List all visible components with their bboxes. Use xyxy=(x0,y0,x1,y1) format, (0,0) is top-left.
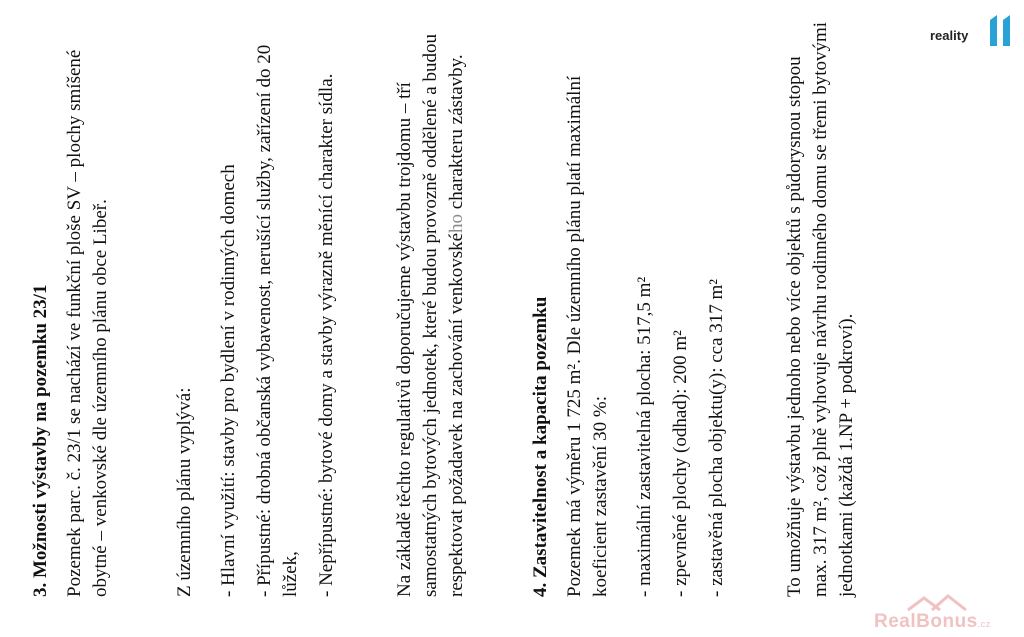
section-4-conclusion: To umožňuje výstavbu jednoho nebo více objektů s půdorysnou stopou max. 317 m², což plně vyhovuje návrhu rodinného domu se třemi bytovými jednotkami (každá 1.NP + podkroví). xyxy=(784,21,857,597)
realbonus-watermark xyxy=(874,593,1014,633)
section-4-intro: Pozemek má výměru 1 725 m². Dle územního plánu platí maximální koeficient zastavění 30 %: xyxy=(564,75,611,597)
recommendation-text: Na základě těchto regulativů doporučujeme výstavbu trojdomu – tří samostatných bytových jednotek, které budou provozně oddělené a budou respektovat požadavek na zachování venkovské xyxy=(394,34,467,597)
recommendation-paragraph xyxy=(392,17,470,597)
house-roof-icon xyxy=(904,593,974,611)
section-4-heading: 4. Zastavitelnost a kapacita pozemku xyxy=(530,296,551,597)
plan-bullet-list xyxy=(216,17,340,597)
section-3-heading: 3. Možnosti výstavby na pozemku 23/1 xyxy=(30,284,51,597)
bullet-paved-area: - zpevněné plochy (odhad): 200 m² xyxy=(670,330,691,597)
recommendation-faded-text: ho xyxy=(446,213,467,233)
bullet-built-area: - zastavěná plocha objektu(y): cca 317 m² xyxy=(706,278,727,597)
capacity-bullet-list xyxy=(632,17,730,597)
reality-logo-text: reality xyxy=(930,28,969,43)
reality-logo[interactable] xyxy=(930,8,1014,52)
document-content xyxy=(28,17,878,597)
bullet-max-area: - maximální zastavitelná plocha: 517,5 m² xyxy=(634,276,655,597)
reality-11-icon xyxy=(988,12,1014,48)
section-3-intro: Pozemek parc. č. 23/1 se nachází ve funkční ploše SV – plochy smíšené obytné – venkovské dle územního plánu obce Libeř. xyxy=(64,49,111,597)
bullet-not-permitted: - Nepřípustné: bytové domy a stavby výrazně měnící charakter sídla. xyxy=(316,73,337,597)
realbonus-text: RealBonus.cz xyxy=(874,611,991,632)
bullet-permitted: - Přípustné: drobná občanská vybavenost, nerušící služby, zařízení do 20 lůžek, xyxy=(254,44,301,597)
plan-intro: Z územního plánu vyplývá: xyxy=(174,387,195,597)
recommendation-end: charakteru zástavby. xyxy=(446,54,467,214)
bullet-main-use: - Hlavní využití: stavby pro bydlení v rodinných domech xyxy=(218,164,239,597)
